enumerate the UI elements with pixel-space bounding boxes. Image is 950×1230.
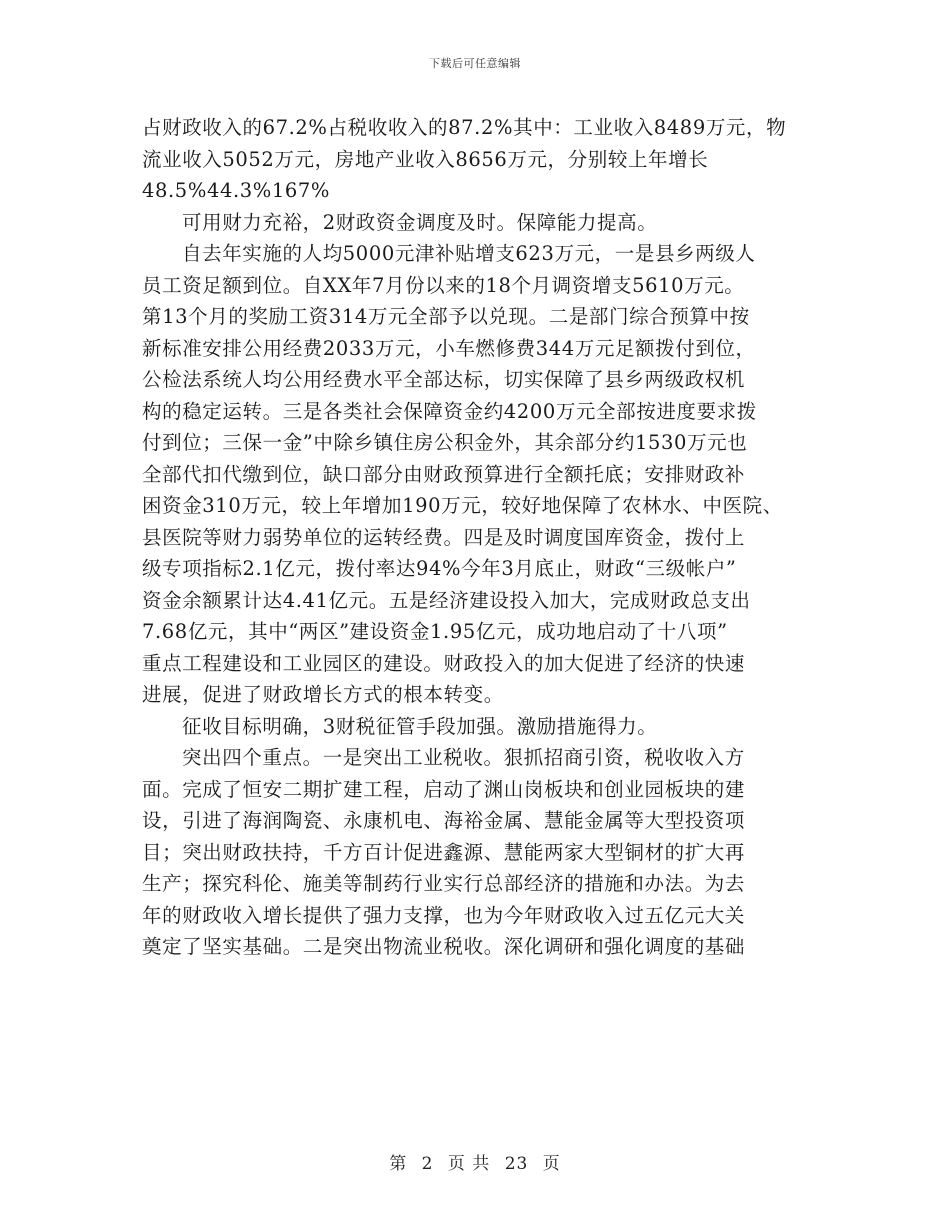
text-line: 资金余额累计达4.41亿元。五是经济建设投入加大，完成财政总支出 bbox=[142, 588, 751, 612]
text-line: 构的稳定运转。三是各类社会保障资金约4200万元全部按进度要求拨 bbox=[142, 399, 757, 423]
text-line: 新标准安排公用经费2033万元，小车燃修费344万元足额拨付到位， bbox=[142, 336, 756, 360]
text-line: 占财政收入的67.2%占税收收入的87.2%其中：工业收入8489万元，物 bbox=[142, 116, 787, 139]
text-line: 全部代扣代缴到位，缺口部分由财政预算进行全额托底；安排财政补 bbox=[142, 462, 746, 486]
text-line: 公检法系统人均公用经费水平全部达标，切实保障了县乡两级政权机 bbox=[142, 368, 746, 391]
total-page-count: 23 bbox=[504, 1154, 529, 1174]
text-line: 突出四个重点。一是突出工业税收。狠抓招商引资，税收收入方 bbox=[182, 746, 745, 769]
current-page-number: 2 bbox=[421, 1154, 434, 1174]
text-line: 可用财力充裕，2财政资金调度及时。保障能力提高。 bbox=[182, 210, 658, 234]
document-body bbox=[142, 112, 822, 963]
text-line: 年的财政收入增长提供了强力支撑，也为今年财政收入过五亿元大关 bbox=[142, 903, 746, 927]
page-header: 下载后可任意编辑 bbox=[429, 57, 521, 70]
text-line: 目；突出财政扶持，千方百计促进鑫源、慧能两家大型铜材的扩大再 bbox=[142, 840, 746, 864]
text-line: 级专项指标2.1亿元，拨付率达94%今年3月底止，财政“三级帐户” bbox=[142, 557, 737, 580]
text-line: 员工资足额到位。自XX年7月份以来的18个月调资增支5610万元。 bbox=[142, 273, 745, 297]
text-line: 重点工程建设和工业园区的建设。财政投入的加大促进了经济的快速 bbox=[142, 651, 746, 675]
text-line: 流业收入5052万元，房地产业收入8656万元，分别较上年增长 bbox=[142, 147, 709, 171]
text-line: 第13个月的奖励工资314万元全部予以兑现。二是部门综合预算中按 bbox=[142, 305, 750, 328]
page-number-footer bbox=[0, 1149, 950, 1174]
footer-suffix: 页 bbox=[542, 1154, 561, 1174]
footer-middle: 页 共 bbox=[447, 1154, 491, 1174]
text-line: 设，引进了海润陶瓷、永康机电、海裕金属、慧能金属等大型投资项 bbox=[142, 809, 746, 832]
text-line: 7.68亿元，其中“两区”建设资金1.95亿元，成功地启动了十八项” bbox=[142, 620, 728, 643]
text-line: 进展，促进了财政增长方式的根本转变。 bbox=[142, 683, 504, 706]
text-line: 奠定了坚实基础。二是突出物流业税收。深化调研和强化调度的基础 bbox=[142, 935, 746, 958]
text-line: 县医院等财力弱势单位的运转经费。四是及时调度国库资金，拨付上 bbox=[142, 525, 746, 549]
footer-prefix: 第 bbox=[389, 1154, 408, 1174]
text-line: 生产；探究科伦、施美等制药行业实行总部经济的措施和办法。为去 bbox=[142, 872, 746, 895]
text-line: 面。完成了恒安二期扩建工程，启动了渊山岗板块和创业园板块的建 bbox=[142, 777, 746, 801]
text-line: 48.5%44.3%167% bbox=[142, 179, 331, 202]
text-line: 征收目标明确，3财税征管手段加强。激励措施得力。 bbox=[182, 714, 658, 738]
text-line: 付到位；三保一金”中除乡镇住房公积金外，其余部分约1530万元也 bbox=[142, 431, 748, 454]
text-line: 困资金310万元，较上年增加190万元，较好地保障了农林水、中医院、 bbox=[142, 494, 783, 517]
text-line: 自去年实施的人均5000元津补贴增支623万元，一是县乡两级人 bbox=[182, 242, 756, 265]
